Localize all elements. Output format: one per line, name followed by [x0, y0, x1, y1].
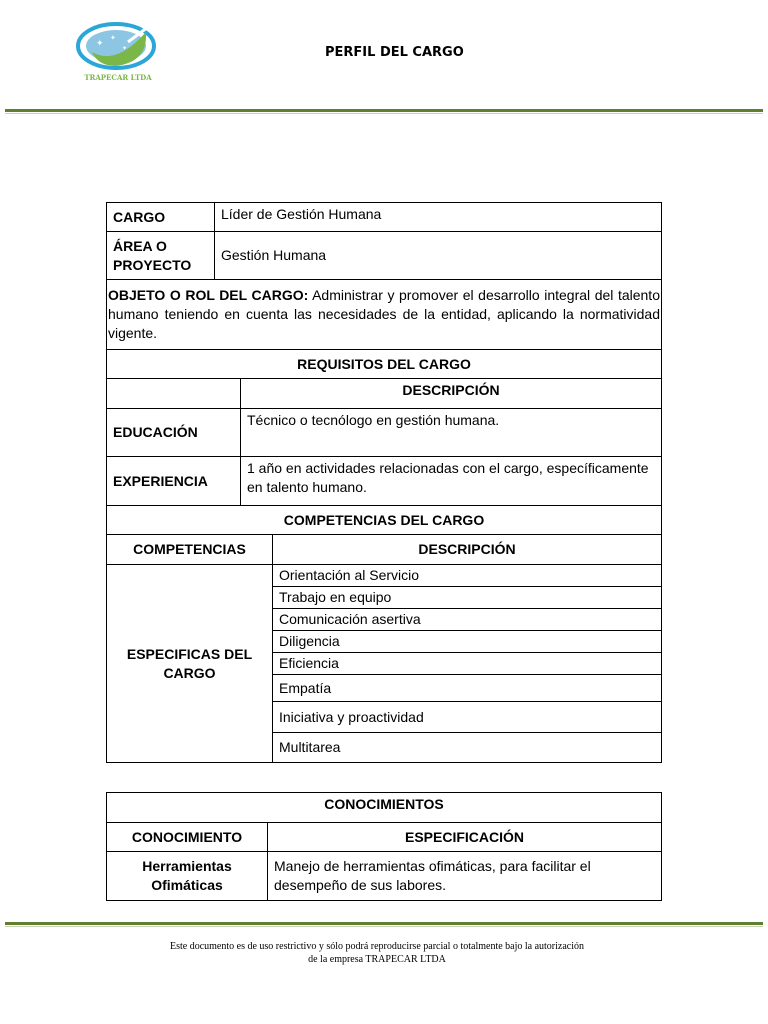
cargo-label: CARGO: [107, 203, 215, 232]
knowledge-col2-header: ESPECIFICACIÓN: [268, 823, 662, 852]
knowledge-col1-header: CONOCIMIENTO: [107, 823, 268, 852]
objeto-text: Administrar y promover el desarrollo integral del talento humano teniendo en cuenta las necesidades de la entidad, aplicando la normatividad vigente.: [108, 287, 660, 341]
competencia-item: Trabajo en equipo: [273, 587, 662, 609]
requisitos-empty-header: [107, 379, 241, 409]
footer-line-1: Este documento es de uso restrictivo y sólo podrá reproducirse parcial o totalmente bajo la autorización: [169, 941, 585, 952]
footer-divider: [5, 922, 763, 925]
area-label-line1: ÁREA O: [113, 237, 167, 254]
competencias-desc-header: DESCRIPCIÓN: [273, 535, 662, 565]
knowledge-item-label-line1: Herramientas: [142, 858, 232, 874]
area-label: [107, 232, 215, 280]
company-logo: [76, 22, 160, 84]
footer-notice: [0, 940, 754, 966]
area-value: Gestión Humana: [215, 232, 662, 280]
header-divider: [5, 109, 763, 112]
knowledge-table: [106, 792, 662, 901]
svg-text:✦: ✦: [96, 39, 104, 49]
competencia-item: Diligencia: [273, 631, 662, 653]
area-label-line2: PROYECTO: [113, 256, 192, 273]
especificas-label-line2: CARGO: [163, 664, 216, 681]
especificas-label-line1: ESPECIFICAS DEL: [126, 645, 253, 662]
knowledge-item-label-line2: Ofimáticas: [151, 877, 223, 893]
competencia-item: Empatía: [273, 675, 662, 702]
knowledge-item-label: [107, 852, 268, 901]
competencia-item: Orientación al Servicio: [273, 565, 662, 587]
knowledge-title: CONOCIMIENTOS: [107, 793, 662, 823]
competencia-item: Comunicación asertiva: [273, 609, 662, 631]
footer-line-2: de la empresa TRAPECAR LTDA: [308, 954, 446, 965]
especificas-label: [107, 565, 273, 763]
page-title: PERFIL DEL CARGO: [325, 45, 464, 60]
experiencia-value: 1 año en actividades relacionadas con el cargo, específicamente en talento humano.: [241, 457, 662, 506]
svg-text:✦: ✦: [122, 45, 128, 52]
logo-text: TRAPECAR LTDA: [84, 73, 152, 82]
experiencia-label: EXPERIENCIA: [107, 457, 241, 506]
requisitos-title: REQUISITOS DEL CARGO: [107, 350, 662, 379]
cargo-value: Líder de Gestión Humana: [215, 203, 662, 232]
competencias-header: COMPETENCIAS: [107, 535, 273, 565]
header-divider-shadow: [5, 113, 763, 114]
objeto-cell: [107, 280, 662, 350]
objeto-label: OBJETO O ROL DEL CARGO:: [108, 287, 309, 303]
competencia-item: Eficiencia: [273, 653, 662, 675]
competencia-item: Iniciativa y proactividad: [273, 702, 662, 733]
competencias-title: COMPETENCIAS DEL CARGO: [107, 506, 662, 535]
svg-text:✦: ✦: [110, 34, 116, 42]
job-profile-table: [106, 202, 662, 763]
competencia-item: Multitarea: [273, 733, 662, 763]
footer-divider-shadow: [5, 926, 763, 927]
educacion-value: Técnico o tecnólogo en gestión humana.: [241, 409, 662, 457]
descripcion-header: DESCRIPCIÓN: [241, 379, 662, 409]
educacion-label: EDUCACIÓN: [107, 409, 241, 457]
knowledge-item-value: Manejo de herramientas ofimáticas, para facilitar el desempeño de sus labores.: [268, 852, 662, 901]
